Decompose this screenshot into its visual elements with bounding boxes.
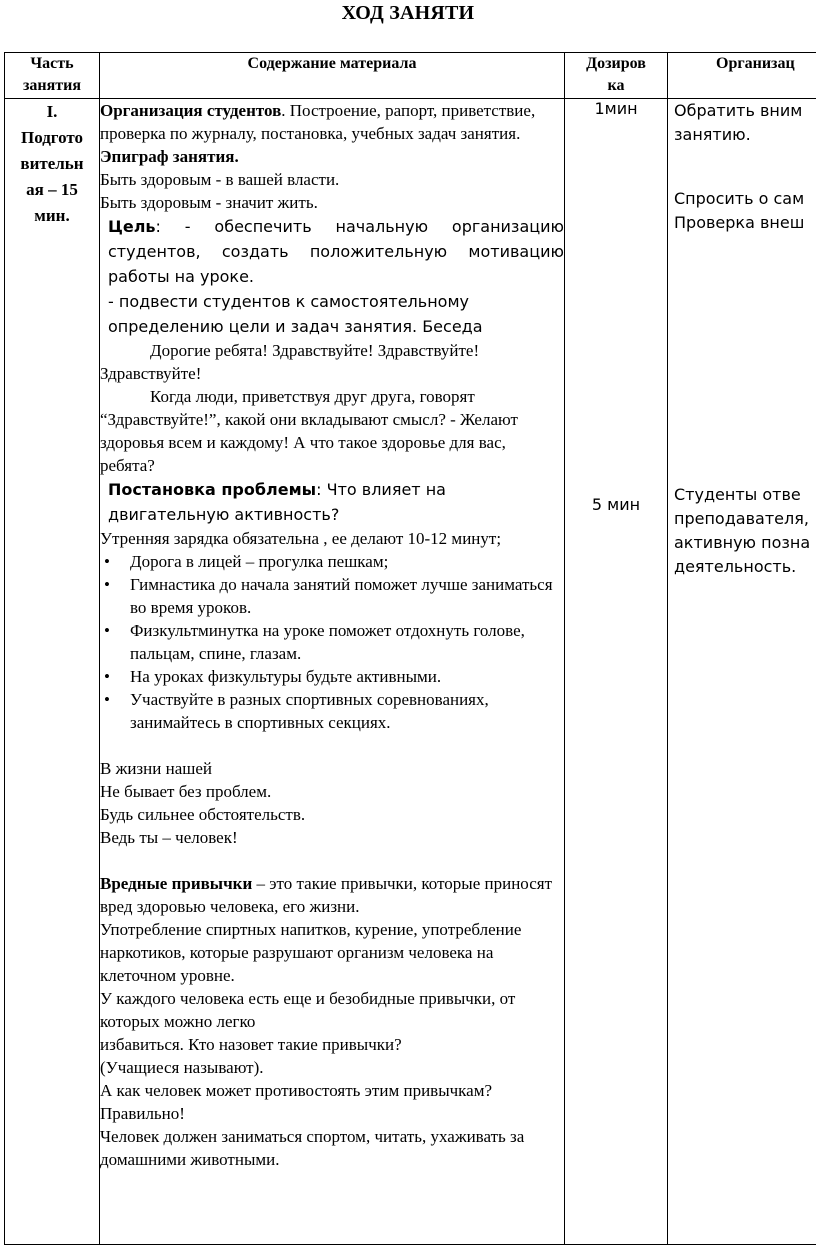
morning-paragraph: Утренняя зарядка обязательна , ее делают 10-12 минут;	[100, 527, 564, 550]
dose-cell	[565, 99, 668, 1245]
goal-second: - подвести студентов к самостоятельному определению цели и задач занятия. Беседа	[100, 289, 564, 339]
recommendation-list	[100, 550, 564, 734]
habits-paragraph	[100, 872, 564, 918]
poem-line: Ведь ты – человек!	[100, 826, 564, 849]
part-label-line: I.	[5, 99, 99, 125]
header-part-line1: Часть	[5, 53, 99, 75]
org-students-paragraph	[100, 99, 564, 145]
problem-text: : Что влияет на двигательную активность?	[108, 480, 446, 524]
dose-5min: 5 мин	[565, 495, 667, 514]
org-line: Студенты отве	[674, 483, 810, 507]
habits-line: Употребление спиртных напитков, курение, употребление	[100, 918, 564, 941]
list-item: • На уроках физкультуры будьте активными.	[100, 665, 564, 688]
problem-paragraph	[100, 477, 564, 527]
habits-line: А как человек может противостоять этим привычкам? Правильно!	[100, 1079, 564, 1125]
lesson-table	[4, 52, 816, 1245]
header-part	[5, 53, 100, 99]
org-line: Проверка внеш	[674, 211, 804, 235]
habits-line: У каждого человека есть еще и безобидные привычки, от которых можно легко	[100, 987, 564, 1033]
poem-line: Не бывает без проблем.	[100, 780, 564, 803]
part-label-line: вительн	[5, 151, 99, 177]
poem-line: В жизни нашей	[100, 757, 564, 780]
table-row	[5, 99, 816, 1245]
goal-heading: Цель	[108, 217, 156, 236]
dose-1min: 1мин	[565, 99, 667, 118]
org-line: активную позна	[674, 531, 810, 555]
header-dose-line2: ка	[565, 75, 667, 97]
part-cell	[5, 99, 100, 1245]
part-label-line: мин.	[5, 203, 99, 229]
org-block-2	[674, 187, 804, 235]
problem-heading: Постановка проблемы	[108, 480, 316, 499]
epigraph-line: Быть здоровым - в вашей власти.	[100, 168, 564, 191]
list-item: • Дорога в лицей – прогулка пешкам;	[100, 550, 564, 573]
part-label-line: ая – 15	[5, 177, 99, 203]
poem-line: Будь сильнее обстоятельств.	[100, 803, 564, 826]
header-org-label: Организац	[716, 53, 816, 75]
org-block-1	[674, 99, 802, 147]
greeting-paragraph: Дорогие ребята! Здравствуйте! Здравствуйте! Здравствуйте!	[100, 339, 564, 385]
header-content	[100, 53, 565, 99]
content-cell	[100, 99, 565, 1245]
org-line: занятию.	[674, 123, 802, 147]
habits-line: (Учащиеся называют).	[100, 1056, 564, 1079]
org-line: деятельность.	[674, 555, 810, 579]
header-dose-line1: Дозиров	[565, 53, 667, 75]
habits-line: избавиться. Кто назовет такие привычки?	[100, 1033, 564, 1056]
header-org	[668, 53, 816, 99]
question-paragraph: Когда люди, приветствуя друг друга, говорят “Здравствуйте!”, какой они вкладывают смысл? - Желают здоровья всем и каждому! А что такое здоровье для вас, ребята?	[100, 385, 564, 477]
epigraph-title: Эпиграф занятия.	[100, 147, 239, 166]
header-dose	[565, 53, 668, 99]
table-header-row	[5, 53, 816, 99]
org-block-3	[674, 483, 810, 579]
header-part-line2: занятия	[5, 75, 99, 97]
org-students-text: . Построение, рапорт, приветствие, проверка по журналу, постановка, учебных задач занятия.	[100, 101, 535, 143]
list-item: • Гимнастика до начала занятий поможет лучше заниматься во время уроков.	[100, 573, 564, 619]
habits-line: наркотиков, которые разрушают организм человека на клеточном уровне.	[100, 941, 564, 987]
page-title: ХОД ЗАНЯТИ	[0, 2, 816, 25]
org-cell	[668, 99, 816, 1245]
list-item: • Участвуйте в разных спортивных соревнованиях, занимайтесь в спортивных секциях.	[100, 688, 564, 734]
org-line: Спросить о сам	[674, 187, 804, 211]
part-label-line: Подгото	[5, 125, 99, 151]
goal-paragraph	[100, 214, 564, 289]
habits-text: – это такие привычки, которые приносят вред здоровью человека, его жизни.	[100, 874, 552, 916]
list-item: • Физкультминутка на уроке поможет отдохнуть голове, пальцам, спине, глазам.	[100, 619, 564, 665]
org-students-heading: Организация студентов	[100, 101, 281, 120]
header-content-label: Содержание материала	[100, 53, 564, 75]
org-line: преподавателя,	[674, 507, 810, 531]
epigraph-line: Быть здоровым - значит жить.	[100, 191, 564, 214]
org-line: Обратить вним	[674, 99, 802, 123]
goal-text: : - обеспечить начальную организацию студентов, создать положительную мотивацию работы на уроке.	[108, 217, 564, 286]
habits-line: Человек должен заниматься спортом, читать, ухаживать за домашними животными.	[100, 1125, 564, 1171]
habits-heading: Вредные привычки	[100, 874, 252, 893]
